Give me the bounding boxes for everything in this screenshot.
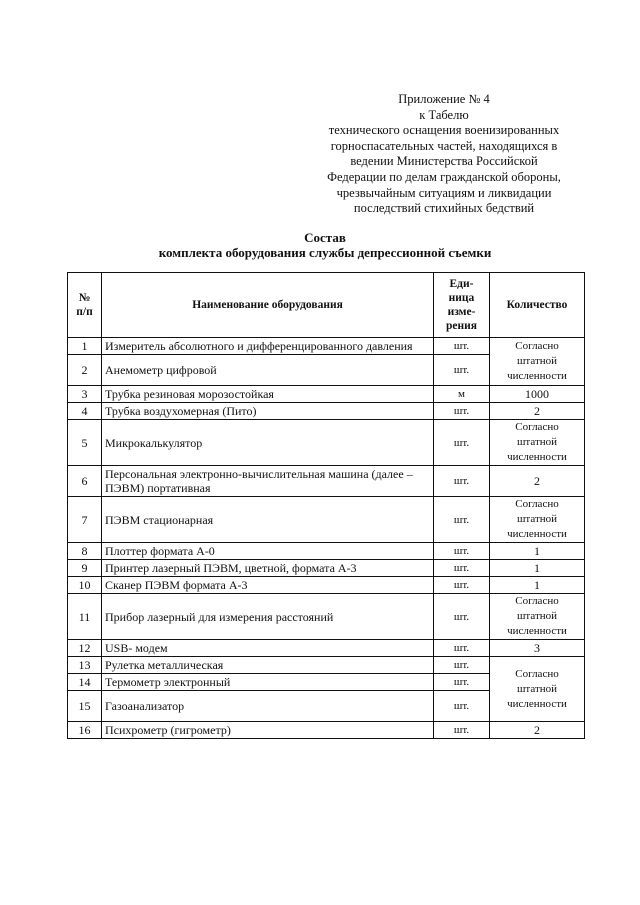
equipment-table xyxy=(67,272,585,739)
header-text: п/п xyxy=(76,306,93,318)
appendix-line: последствий стихийных бедствий xyxy=(353,201,535,216)
document-title xyxy=(60,230,590,260)
row-number: 16 xyxy=(68,722,102,739)
quantity-cell: 1 xyxy=(490,577,585,594)
quantity-cell: 1 xyxy=(490,560,585,577)
quantity-cell: 2 xyxy=(490,722,585,739)
table-row xyxy=(68,577,585,594)
unit-cell: шт. xyxy=(434,640,490,657)
header-text: изме- xyxy=(447,306,476,318)
equipment-name: Анемометр цифровой xyxy=(102,355,434,386)
row-number: 6 xyxy=(68,466,102,497)
quantity-text: Согласно xyxy=(515,498,559,510)
header-text: ница xyxy=(448,292,475,304)
title-line: комплекта оборудования службы депрессионной съемки xyxy=(158,245,492,260)
table-row xyxy=(68,403,585,420)
appendix-line: горноспасательных частей, находящихся в xyxy=(330,138,558,153)
appendix-line: к Табелю xyxy=(419,107,469,122)
quantity-text: штатной xyxy=(516,436,558,448)
table-row xyxy=(68,386,585,403)
quantity-cell xyxy=(490,657,585,722)
table-row xyxy=(68,543,585,560)
row-number: 1 xyxy=(68,338,102,355)
unit-cell: шт. xyxy=(434,403,490,420)
equipment-name: ПЭВМ стационарная xyxy=(102,497,434,543)
appendix-header xyxy=(300,92,588,217)
unit-cell: шт. xyxy=(434,543,490,560)
header-number xyxy=(68,273,102,338)
unit-cell: шт. xyxy=(434,691,490,722)
table-header-row xyxy=(68,273,585,338)
header-text: № xyxy=(78,292,91,304)
unit-cell: шт. xyxy=(434,722,490,739)
unit-cell: шт. xyxy=(434,577,490,594)
quantity-text: Согласно xyxy=(515,340,559,352)
row-number: 8 xyxy=(68,543,102,560)
header-name: Наименование оборудования xyxy=(102,273,434,338)
row-number: 11 xyxy=(68,594,102,640)
equipment-name: Плоттер формата А-0 xyxy=(102,543,434,560)
unit-cell: шт. xyxy=(434,560,490,577)
appendix-line: Федерации по делам гражданской обороны, xyxy=(327,169,561,184)
equipment-name: Трубка резиновая морозостойкая xyxy=(102,386,434,403)
quantity-text: Согласно xyxy=(515,595,559,607)
quantity-cell xyxy=(490,338,585,386)
row-number: 2 xyxy=(68,355,102,386)
appendix-line: Приложение № 4 xyxy=(398,92,490,106)
row-number: 10 xyxy=(68,577,102,594)
table-row xyxy=(68,657,585,674)
table-row xyxy=(68,420,585,466)
equipment-name: Термометр электронный xyxy=(102,674,434,691)
header-quantity: Количество xyxy=(490,273,585,338)
table-row xyxy=(68,338,585,355)
table-row xyxy=(68,560,585,577)
row-number: 12 xyxy=(68,640,102,657)
quantity-text: штатной xyxy=(516,610,558,622)
table-row xyxy=(68,722,585,739)
quantity-text: численности xyxy=(507,697,567,710)
quantity-text: Согласно xyxy=(515,421,559,433)
quantity-cell: 3 xyxy=(490,640,585,657)
appendix-line: чрезвычайным ситуациям и ликвидации xyxy=(336,185,552,200)
quantity-text: численности xyxy=(507,451,567,463)
quantity-cell xyxy=(490,594,585,640)
equipment-name: USB- модем xyxy=(102,640,434,657)
header-text: рения xyxy=(446,320,477,332)
unit-cell: м xyxy=(434,386,490,403)
equipment-name: Рулетка металлическая xyxy=(102,657,434,674)
row-number: 15 xyxy=(68,691,102,722)
quantity-cell: 1000 xyxy=(490,386,585,403)
quantity-text: Согласно xyxy=(515,667,559,680)
quantity-cell: 2 xyxy=(490,403,585,420)
quantity-text: штатной xyxy=(516,355,558,367)
unit-cell: шт. xyxy=(434,497,490,543)
table-row xyxy=(68,640,585,657)
row-number: 13 xyxy=(68,657,102,674)
row-number: 9 xyxy=(68,560,102,577)
title-line: Состав xyxy=(304,230,346,245)
equipment-name: Прибор лазерный для измерения расстояний xyxy=(102,594,434,640)
table-row xyxy=(68,594,585,640)
unit-cell: шт. xyxy=(434,420,490,466)
equipment-name: Сканер ПЭВМ формата А-3 xyxy=(102,577,434,594)
appendix-line: технического оснащения военизированных xyxy=(328,123,560,138)
quantity-text: штатной xyxy=(516,513,558,525)
equipment-name: Принтер лазерный ПЭВМ, цветной, формата А-3 xyxy=(102,560,434,577)
equipment-name: Трубка воздухомерная (Пито) xyxy=(102,403,434,420)
row-number: 4 xyxy=(68,403,102,420)
header-unit xyxy=(434,273,490,338)
equipment-name: Персональная электронно-вычислительная машина (далее – ПЭВМ) портативная xyxy=(102,466,434,497)
equipment-name: Измеритель абсолютного и дифференцированного давления xyxy=(102,338,434,355)
unit-cell: шт. xyxy=(434,674,490,691)
equipment-name: Психрометр (гигрометр) xyxy=(102,722,434,739)
unit-cell: шт. xyxy=(434,657,490,674)
unit-cell: шт. xyxy=(434,594,490,640)
row-number: 7 xyxy=(68,497,102,543)
unit-cell: шт. xyxy=(434,355,490,386)
unit-cell: шт. xyxy=(434,466,490,497)
unit-cell: шт. xyxy=(434,338,490,355)
row-number: 14 xyxy=(68,674,102,691)
equipment-name: Газоанализатор xyxy=(102,691,434,722)
quantity-cell: 1 xyxy=(490,543,585,560)
quantity-cell xyxy=(490,420,585,466)
quantity-cell: 2 xyxy=(490,466,585,497)
table-row xyxy=(68,497,585,543)
quantity-text: численности xyxy=(507,625,567,637)
quantity-cell xyxy=(490,497,585,543)
appendix-line: ведении Министерства Российской xyxy=(350,154,538,169)
quantity-text: штатной xyxy=(516,682,558,695)
header-text: Еди- xyxy=(449,278,474,290)
table-row xyxy=(68,466,585,497)
quantity-text: численности xyxy=(507,370,567,382)
quantity-text: численности xyxy=(507,528,567,540)
row-number: 5 xyxy=(68,420,102,466)
row-number: 3 xyxy=(68,386,102,403)
equipment-name: Микрокалькулятор xyxy=(102,420,434,466)
